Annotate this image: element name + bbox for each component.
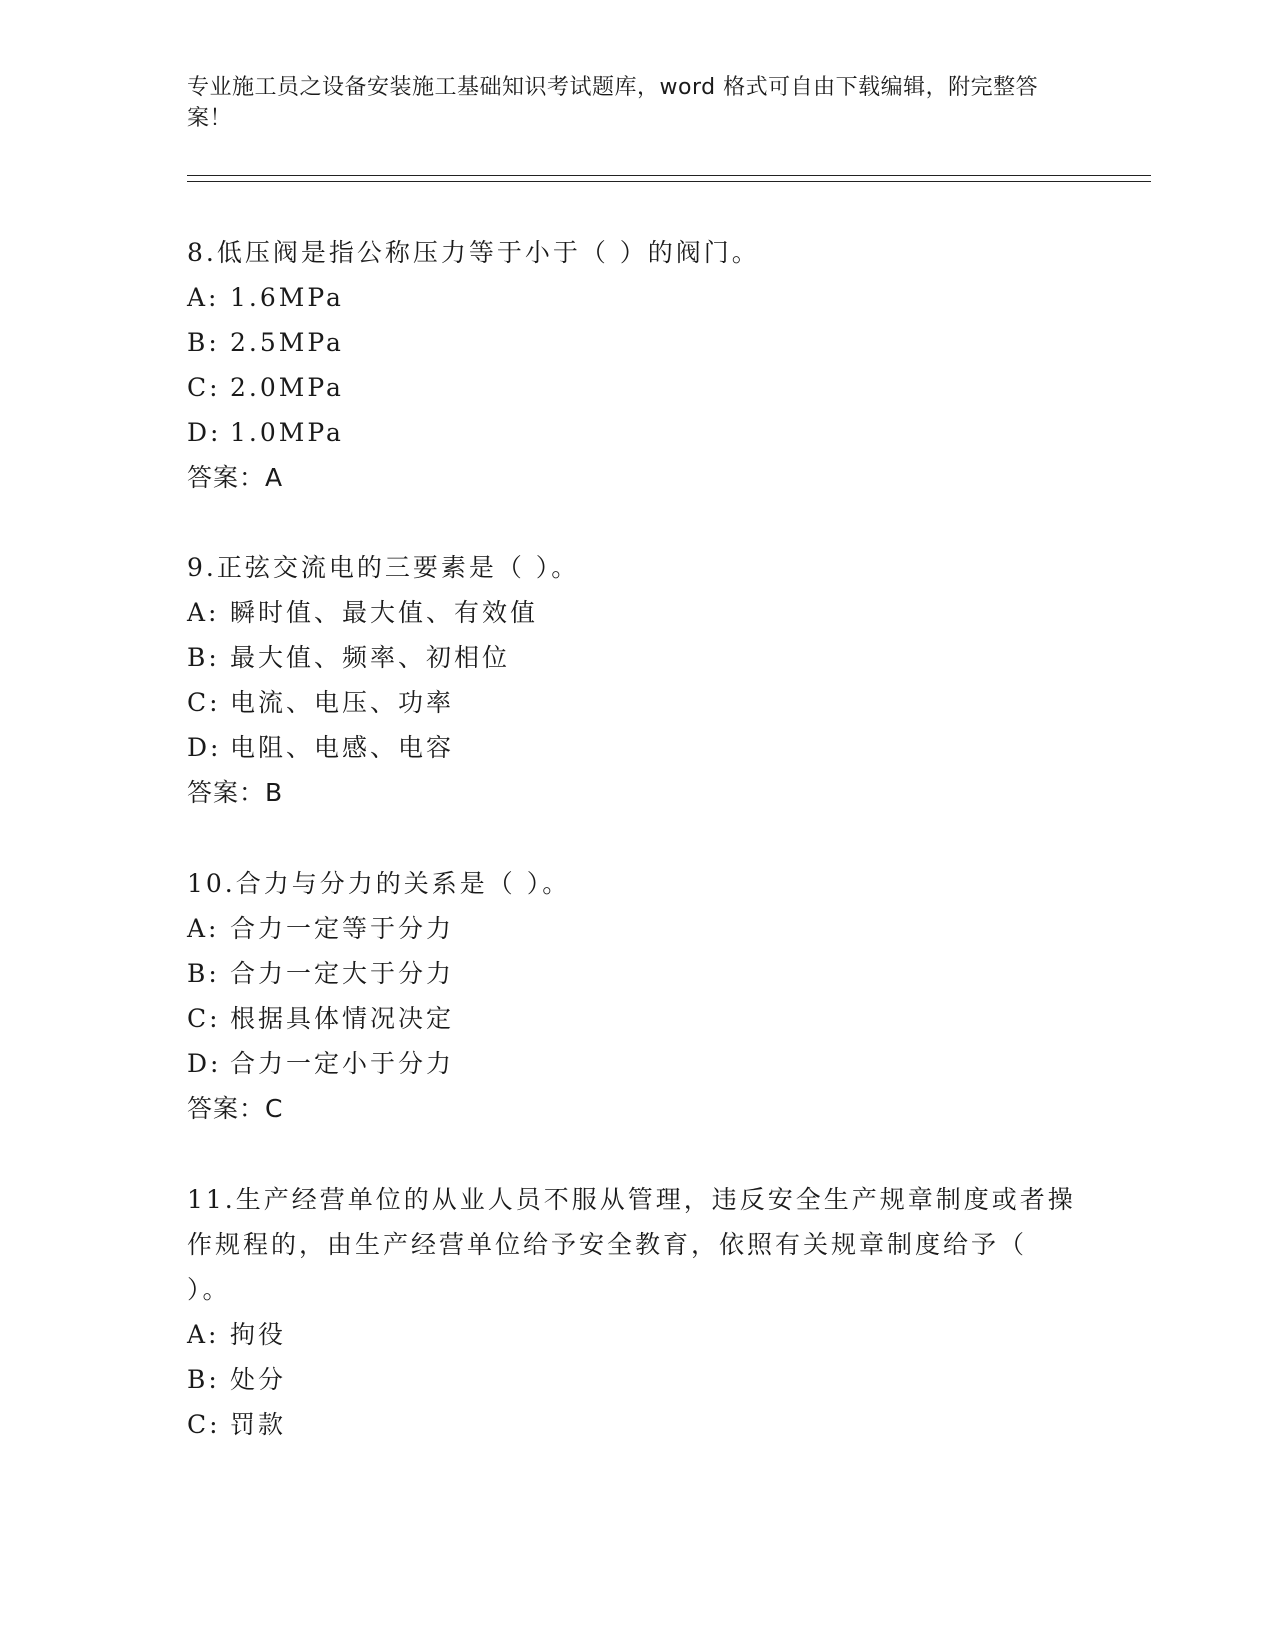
option-c xyxy=(187,1402,1077,1447)
option-d xyxy=(187,1041,1077,1086)
question-stem: 9.正弦交流电的三要素是（ ）。 xyxy=(187,553,580,582)
option-text: 2.0MPa xyxy=(230,373,344,402)
option-label: D: xyxy=(187,733,222,762)
option-b xyxy=(187,320,1077,365)
question-stem: 8.低压阀是指公称压力等于小于（ ）的阀门。 xyxy=(187,238,760,267)
option-a xyxy=(187,275,1077,320)
option-c xyxy=(187,996,1077,1041)
answer: 答案：A xyxy=(187,463,284,492)
option-a xyxy=(187,1312,1077,1357)
option-c xyxy=(187,680,1077,725)
header-divider-top xyxy=(187,175,1151,176)
option-text: 1.0MPa xyxy=(230,418,344,447)
option-label: D: xyxy=(187,418,222,447)
option-b xyxy=(187,951,1077,996)
option-text: 电流、电压、功率 xyxy=(230,688,455,717)
option-d xyxy=(187,410,1077,455)
option-b xyxy=(187,1357,1077,1402)
option-text: 拘役 xyxy=(230,1320,287,1349)
option-a xyxy=(187,590,1077,635)
option-d xyxy=(187,725,1077,770)
option-text: 处分 xyxy=(230,1365,287,1394)
option-label: B: xyxy=(187,643,220,672)
option-label: B: xyxy=(187,1365,220,1394)
option-c xyxy=(187,365,1077,410)
option-label: A: xyxy=(187,283,220,312)
option-text: 2.5MPa xyxy=(230,328,344,357)
option-text: 合力一定等于分力 xyxy=(230,914,455,943)
option-label: C: xyxy=(187,373,221,402)
option-label: C: xyxy=(187,1004,221,1033)
option-label: B: xyxy=(187,328,220,357)
answer: 答案：C xyxy=(187,1094,284,1123)
option-label: C: xyxy=(187,688,221,717)
question-11 xyxy=(187,1177,1077,1447)
question-stem: 11.生产经营单位的从业人员不服从管理，违反安全生产规章制度或者操作规程的，由生产经营单位给予安全教育，依照有关规章制度给予（ ）。 xyxy=(187,1185,1076,1304)
option-a xyxy=(187,906,1077,951)
option-text: 合力一定大于分力 xyxy=(230,959,455,988)
question-8 xyxy=(187,230,1077,500)
header-divider-bottom xyxy=(187,181,1151,182)
option-text: 罚款 xyxy=(230,1410,287,1439)
answer: 答案：B xyxy=(187,778,284,807)
option-label: A: xyxy=(187,914,220,943)
question-stem: 10.合力与分力的关系是（ ）。 xyxy=(187,869,571,898)
option-label: D: xyxy=(187,1049,222,1078)
option-label: B: xyxy=(187,959,220,988)
option-text: 1.6MPa xyxy=(230,283,344,312)
option-b xyxy=(187,635,1077,680)
option-text: 瞬时值、最大值、有效值 xyxy=(230,598,539,627)
option-label: A: xyxy=(187,1320,220,1349)
option-label: C: xyxy=(187,1410,221,1439)
option-text: 最大值、频率、初相位 xyxy=(230,643,511,672)
option-text: 合力一定小于分力 xyxy=(230,1049,455,1078)
option-text: 根据具体情况决定 xyxy=(230,1004,455,1033)
question-10 xyxy=(187,861,1077,1131)
document-header: 专业施工员之设备安装施工基础知识考试题库，word 格式可自由下载编辑，附完整答案！ xyxy=(187,75,1039,131)
question-9 xyxy=(187,545,1077,815)
option-label: A: xyxy=(187,598,220,627)
option-text: 电阻、电感、电容 xyxy=(230,733,455,762)
